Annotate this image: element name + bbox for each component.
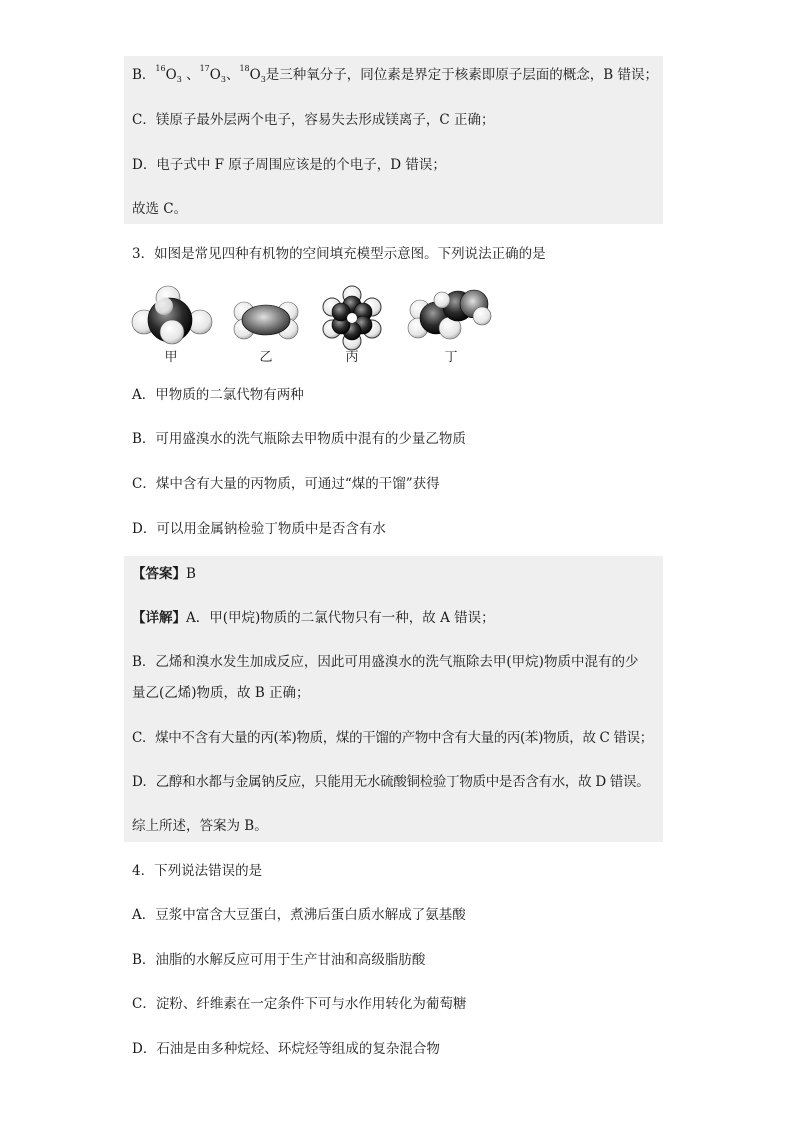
q3-detail-b-line1: B．乙烯和溴水发生加成反应，因此可用盛溴水的洗气瓶除去甲(甲烷)物质中混有的少	[132, 654, 639, 670]
q3-option-d: D．可以用金属钠检验丁物质中是否含有水	[132, 521, 386, 537]
q4-option-a: A．豆浆中富含大豆蛋白，煮沸后蛋白质水解成了氨基酸	[132, 907, 466, 923]
q2-option-c-explanation: C．镁原子最外层两个电子，容易失去形成镁离子，C 正确；	[132, 112, 495, 128]
q2-conclusion: 故选 C。	[132, 201, 188, 217]
q3-answer	[132, 565, 196, 583]
q3-summary: 综上所述，答案为 B。	[132, 818, 268, 834]
q2-option-b-explanation: B．$^{16}$O3 、$^{17}$O3、$^{18}$O3是三种氧分子，同位素是界定于核素即原子层面的概念，B 错误；	[132, 64, 659, 84]
label-yi: 乙	[259, 350, 273, 365]
q4-option-c: C．淀粉、纤维素在一定条件下可与水作用转化为葡萄糖	[132, 996, 467, 1012]
label-jia: 甲	[164, 350, 178, 365]
q4-option-b: B．油脂的水解反应可用于生产甘油和高级脂肪酸	[132, 952, 426, 968]
q2-option-d-explanation: D．电子式中 F 原子周围应该是的个电子，D 错误；	[132, 157, 446, 173]
answer-value: B	[186, 566, 196, 582]
q3-detail-d: D．乙醇和水都与金属钠反应，只能用无水硫酸铜检验丁物质中是否含有水，故 D 错误。	[132, 774, 650, 790]
q3-option-c: C．煤中含有大量的丙物质，可通过“煤的干馏”获得	[132, 476, 440, 492]
q4-option-d: D．石油是由多种烷烃、环烷烃等组成的复杂混合物	[132, 1041, 440, 1057]
answer-tag: 【答案】	[132, 566, 186, 582]
detail-tag: 【详解】	[132, 610, 186, 626]
ethylene-model	[234, 302, 298, 339]
ethanol-model	[408, 290, 491, 339]
q3-stem: 3．如图是常见四种有机物的空间填充模型示意图。下列说法正确的是	[132, 246, 546, 262]
label-ding: 丁	[444, 350, 458, 365]
q3-detail-b-line2: 量乙(乙烯)物质，故 B 正确；	[132, 685, 310, 701]
molecule-models-figure	[130, 284, 500, 368]
q3-option-b: B．可用盛溴水的洗气瓶除去甲物质中混有的少量乙物质	[132, 431, 466, 447]
q3-detail-a: 【详解】A．甲(甲烷)物质的二氯代物只有一种，故 A 错误；	[132, 610, 495, 626]
methane-model	[132, 286, 212, 344]
label-bing: 丙	[345, 350, 359, 365]
benzene-model	[323, 286, 381, 350]
q3-detail-c: C．煤中不含有大量的丙(苯)物质，煤的干馏的产物中含有大量的丙(苯)物质，故 C 错误；	[132, 730, 653, 746]
q4-stem: 4．下列说法错误的是	[132, 863, 263, 879]
q3-option-a: A．甲物质的二氯代物有两种	[132, 387, 304, 403]
